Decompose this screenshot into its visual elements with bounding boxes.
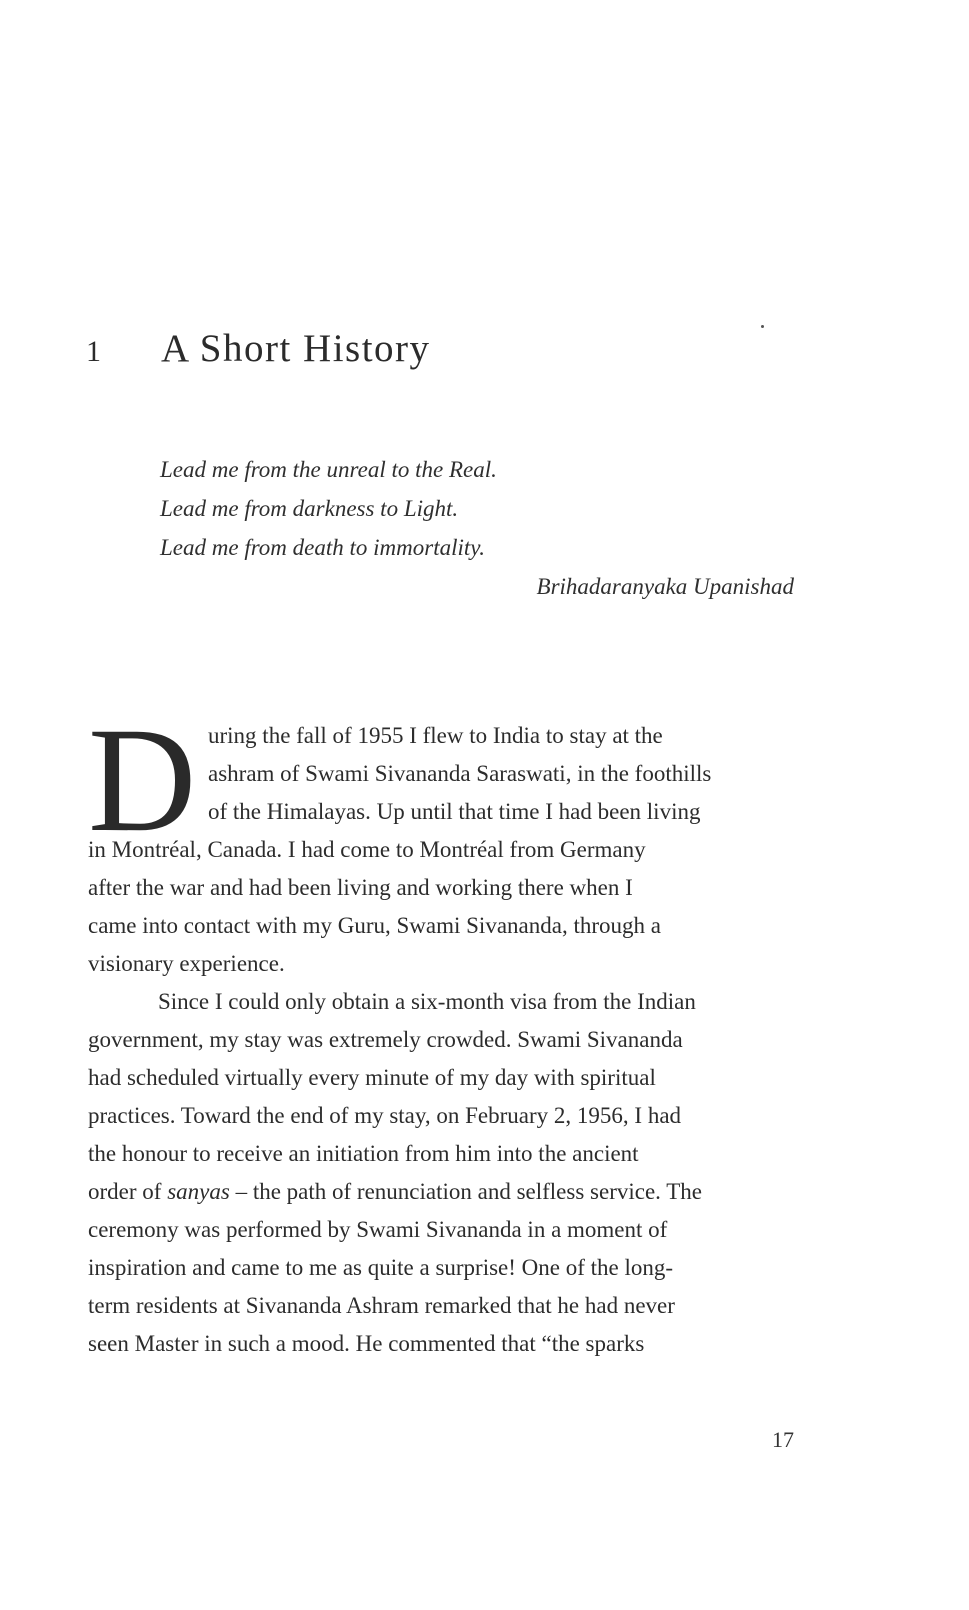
- paragraph-line: Since I could only obtain a six-month visa from the Indian: [158, 989, 696, 1014]
- paragraph-line: [88, 1173, 803, 1211]
- text-run: order of: [88, 1179, 168, 1204]
- paragraph-line: government, my stay was extremely crowded. Swami Sivananda: [88, 1027, 683, 1052]
- scan-speck: [761, 325, 764, 328]
- paragraph-line: of the Himalayas. Up until that time I had been living: [208, 799, 701, 824]
- epigraph-line: Lead me from the unreal to the Real.: [160, 457, 497, 482]
- italic-term: sanyas: [167, 1179, 230, 1204]
- paragraph-line: uring the fall of 1955 I flew to India to stay at the: [208, 723, 663, 748]
- paragraph-line: came into contact with my Guru, Swami Sivananda, through a: [88, 913, 661, 938]
- paragraph-line: in Montréal, Canada. I had come to Montréal from Germany: [88, 837, 646, 862]
- paragraph-line: ashram of Swami Sivananda Saraswati, in the foothills: [208, 761, 712, 786]
- paragraph-line: inspiration and came to me as quite a surprise! One of the long-: [88, 1255, 674, 1280]
- drop-cap: D: [88, 697, 197, 863]
- paragraph-line: the honour to receive an initiation from him into the ancient: [88, 1141, 639, 1166]
- paragraph-line: after the war and had been living and working there when I: [88, 875, 633, 900]
- epigraph: [160, 450, 800, 606]
- epigraph-source: Brihadaranyaka Upanishad: [536, 574, 794, 599]
- chapter-title: A Short History: [161, 327, 431, 370]
- paragraph-line: visionary experience.: [88, 951, 285, 976]
- chapter-number: 1: [86, 335, 102, 368]
- paragraph-line: practices. Toward the end of my stay, on February 2, 1956, I had: [88, 1103, 682, 1128]
- page-number: 17: [772, 1427, 794, 1452]
- body-text: [88, 697, 803, 1363]
- paragraph-line: seen Master in such a mood. He commented that “the sparks: [88, 1331, 645, 1356]
- paragraph-line: term residents at Sivananda Ashram remarked that he had never: [88, 1293, 675, 1318]
- paragraph-line: had scheduled virtually every minute of my day with spiritual: [88, 1065, 656, 1090]
- chapter-heading: [86, 326, 431, 386]
- text-run: – the path of renunciation and selfless service. The: [229, 1179, 703, 1204]
- epigraph-line: Lead me from death to immortality.: [160, 535, 485, 560]
- paragraph-line: ceremony was performed by Swami Sivananda in a moment of: [88, 1217, 668, 1242]
- epigraph-line: Lead me from darkness to Light.: [160, 496, 459, 521]
